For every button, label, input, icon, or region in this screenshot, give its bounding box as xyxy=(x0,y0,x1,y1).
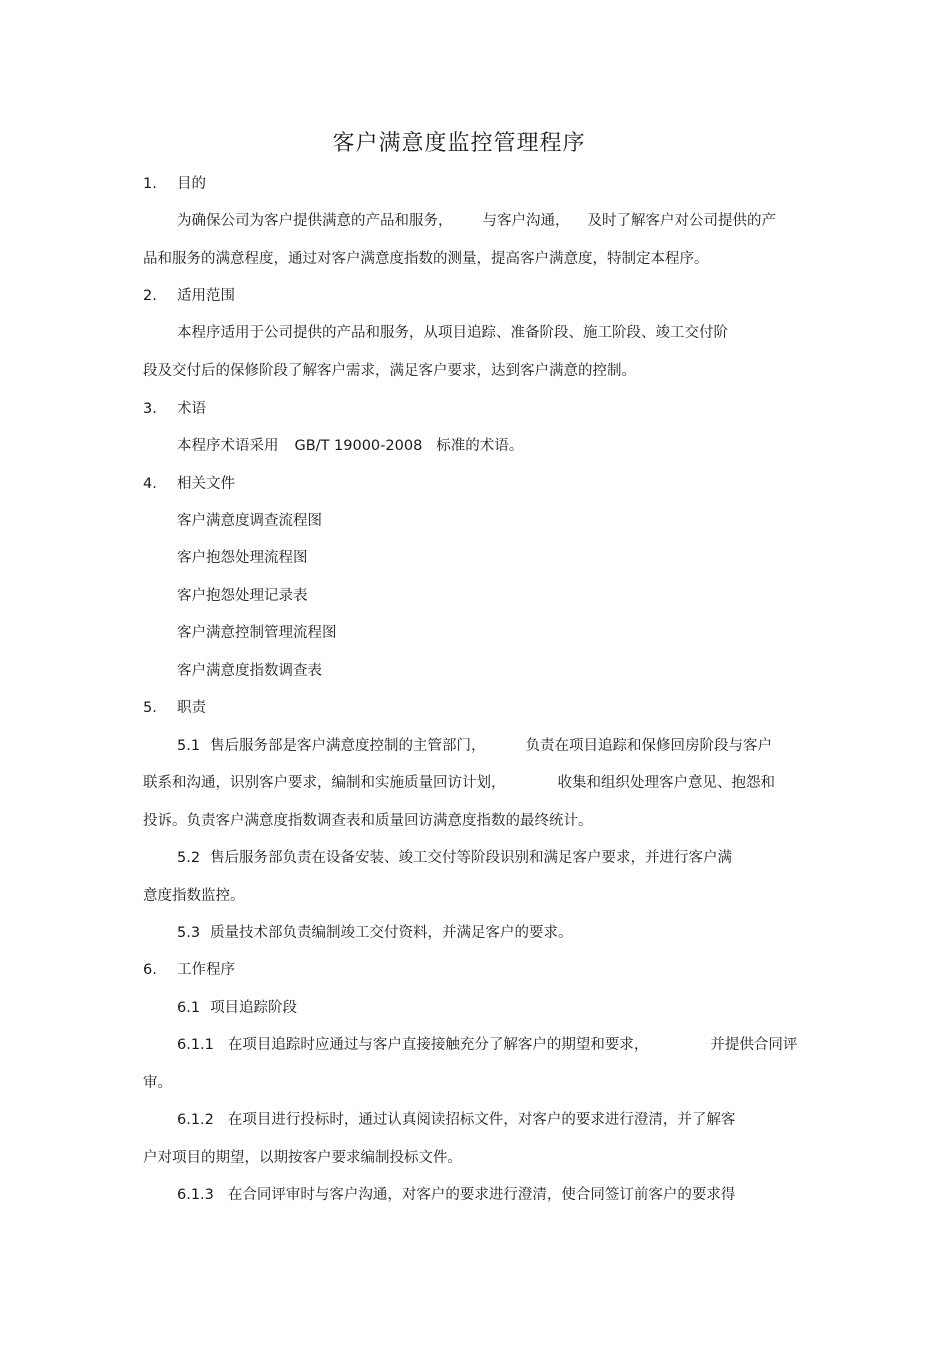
paragraph-line xyxy=(177,1035,797,1055)
text-fragment: 及时了解客户对公司提供的产 xyxy=(587,213,776,229)
text-fragment: 与客户沟通， xyxy=(482,213,570,229)
related-document-item: 客户满意度调查流程图 xyxy=(177,513,322,529)
subsection-title: 项目追踪阶段 xyxy=(210,1000,298,1016)
paragraph-line xyxy=(177,1185,735,1205)
paragraph-line xyxy=(177,1110,735,1130)
clause-number: 5.1 xyxy=(177,738,201,754)
paragraph-line xyxy=(177,436,523,456)
clause-number: 5.3 xyxy=(177,925,201,941)
text-fragment: 质量技术部负责编制竣工交付资料，并满足客户的要求。 xyxy=(210,925,573,941)
related-document-item: 客户抱怨处理记录表 xyxy=(177,588,308,604)
text-fragment: 为确保公司为客户提供满意的产品和服务， xyxy=(177,213,453,229)
section-1-heading xyxy=(143,174,206,194)
section-title: 目的 xyxy=(177,176,206,192)
text-fragment: 本程序术语采用 xyxy=(177,438,279,454)
text-fragment: 售后服务部是客户满意度控制的主管部门， xyxy=(210,738,486,754)
paragraph-line: 意度指数监控。 xyxy=(143,888,245,904)
paragraph-line: 品和服务的满意程度，通过对客户满意度指数的测量，提高客户满意度，特制定本程序。 xyxy=(143,251,709,267)
clause-number: 6.1.3 xyxy=(177,1187,214,1203)
text-fragment: 在合同评审时与客户沟通，对客户的要求进行澄清，使合同签订前客户的要求得 xyxy=(227,1187,736,1203)
related-document-item: 客户满意控制管理流程图 xyxy=(177,625,337,641)
paragraph-line: 本程序适用于公司提供的产品和服务，从项目追踪、准备阶段、施工阶段、竣工交付阶 xyxy=(177,325,728,341)
paragraph-line xyxy=(177,736,772,756)
text-fragment: 标准的术语。 xyxy=(436,438,524,454)
standard-code: GB/T 19000-2008 xyxy=(294,438,423,454)
clause-number: 6.1.2 xyxy=(177,1112,214,1128)
section-4-heading xyxy=(143,474,235,494)
paragraph-line xyxy=(143,773,775,793)
section-number: 4. xyxy=(143,476,157,492)
section-title: 术语 xyxy=(177,401,206,417)
section-number: 6. xyxy=(143,962,157,978)
section-5-heading xyxy=(143,698,206,718)
section-title: 适用范围 xyxy=(177,288,235,304)
related-document-item: 客户满意度指数调查表 xyxy=(177,663,322,679)
section-title: 工作程序 xyxy=(177,962,235,978)
text-fragment: 在项目追踪时应通过与客户直接接触充分了解客户的期望和要求， xyxy=(227,1037,649,1053)
text-fragment: 售后服务部负责在设备安装、竣工交付等阶段识别和满足客户要求，并进行客户满 xyxy=(210,850,733,866)
clause-number: 5.2 xyxy=(177,850,201,866)
section-number: 2. xyxy=(143,288,157,304)
paragraph-line xyxy=(177,211,776,231)
paragraph-line: 户对项目的期望，以期按客户要求编制投标文件。 xyxy=(143,1150,462,1166)
section-2-heading xyxy=(143,286,235,306)
paragraph-line: 段及交付后的保修阶段了解客户需求，满足客户要求，达到客户满意的控制。 xyxy=(143,363,636,379)
paragraph-line xyxy=(177,923,573,943)
paragraph-line: 审。 xyxy=(143,1075,172,1091)
section-number: 1. xyxy=(143,176,157,192)
section-3-heading xyxy=(143,399,206,419)
paragraph-line xyxy=(177,848,732,868)
text-fragment: 收集和组织处理客户意见、抱怨和 xyxy=(557,775,775,791)
section-number: 5. xyxy=(143,700,157,716)
section-title: 职责 xyxy=(177,700,206,716)
related-document-item: 客户抱怨处理流程图 xyxy=(177,550,308,566)
clause-number: 6.1 xyxy=(177,1000,201,1016)
text-fragment: 联系和沟通，识别客户要求，编制和实施质量回访计划， xyxy=(143,775,506,791)
subsection-heading xyxy=(177,998,297,1018)
section-title: 相关文件 xyxy=(177,476,235,492)
text-fragment: 在项目进行投标时，通过认真阅读招标文件，对客户的要求进行澄清，并了解客 xyxy=(227,1112,736,1128)
section-6-heading xyxy=(143,960,235,980)
document-title: 客户满意度监控管理程序 xyxy=(332,131,586,156)
clause-number: 6.1.1 xyxy=(177,1037,214,1053)
text-fragment: 负责在项目追踪和保修回房阶段与客户 xyxy=(525,738,773,754)
text-fragment: 并提供合同评 xyxy=(710,1037,798,1053)
section-number: 3. xyxy=(143,401,157,417)
paragraph-line: 投诉。负责客户满意度指数调查表和质量回访满意度指数的最终统计。 xyxy=(143,813,593,829)
